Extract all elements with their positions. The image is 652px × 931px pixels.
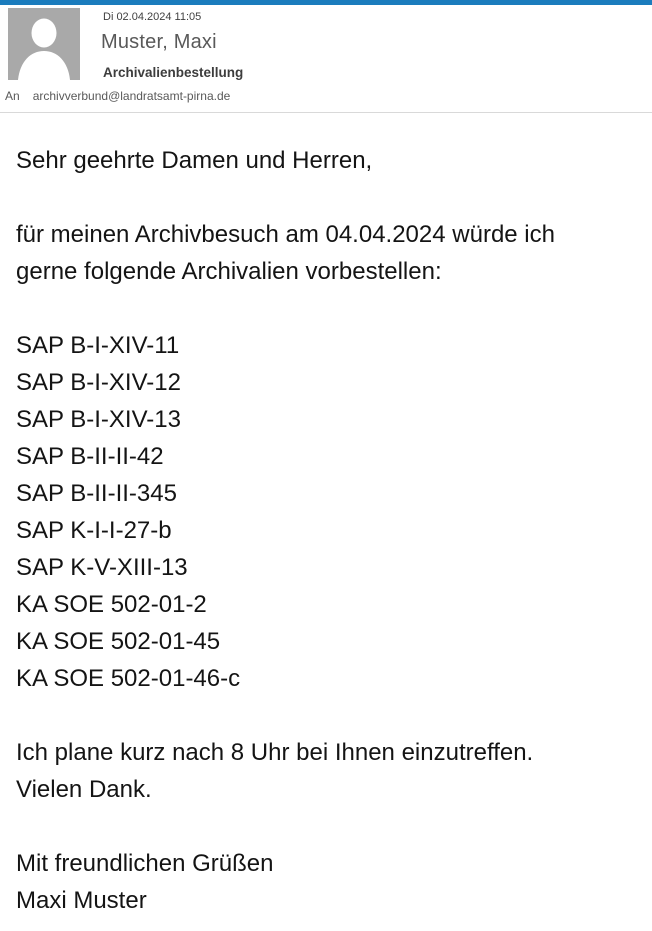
archive-item: KA SOE 502-01-2 xyxy=(16,591,207,618)
intro-paragraph xyxy=(16,216,636,290)
archive-item: KA SOE 502-01-46-c xyxy=(16,665,241,692)
email-header xyxy=(0,5,652,112)
archive-item: SAP B-II-II-42 xyxy=(16,443,164,470)
intro-line: gerne folgende Archivalien vorbestellen: xyxy=(16,258,442,285)
signature: Maxi Muster xyxy=(16,887,147,914)
recipient-address[interactable]: archivverbund@landratsamt-pirna.de xyxy=(32,89,231,103)
to-label: An xyxy=(5,89,20,103)
signoff: Mit freundlichen Grüßen xyxy=(16,850,274,877)
archive-items-list xyxy=(16,327,636,697)
archive-item: SAP K-V-XIII-13 xyxy=(16,554,188,581)
closing-line: Ich plane kurz nach 8 Uhr bei Ihnen einzutreffen. xyxy=(16,739,534,766)
avatar[interactable] xyxy=(8,8,80,80)
archive-item: SAP B-I-XIV-11 xyxy=(16,332,180,359)
closing-paragraph xyxy=(16,734,636,808)
sender-name[interactable]: Muster, Maxi xyxy=(101,31,217,53)
greeting: Sehr geehrte Damen und Herren, xyxy=(16,147,373,174)
email-body xyxy=(0,113,652,919)
email-timestamp: Di 02.04.2024 11:05 xyxy=(103,11,202,23)
signature-block xyxy=(16,845,636,919)
archive-item: SAP B-I-XIV-13 xyxy=(16,406,181,433)
greeting-paragraph xyxy=(16,142,636,179)
recipient-row xyxy=(5,89,230,103)
intro-line: für meinen Archivbesuch am 04.04.2024 würde ich xyxy=(16,221,555,248)
archive-item: SAP B-I-XIV-12 xyxy=(16,369,181,396)
closing-line: Vielen Dank. xyxy=(16,776,152,803)
person-silhouette-icon xyxy=(8,8,80,80)
archive-item: KA SOE 502-01-45 xyxy=(16,628,221,655)
archive-item: SAP B-II-II-345 xyxy=(16,480,177,507)
email-subject: Archivalienbestellung xyxy=(103,65,244,80)
archive-item: SAP K-I-I-27-b xyxy=(16,517,172,544)
